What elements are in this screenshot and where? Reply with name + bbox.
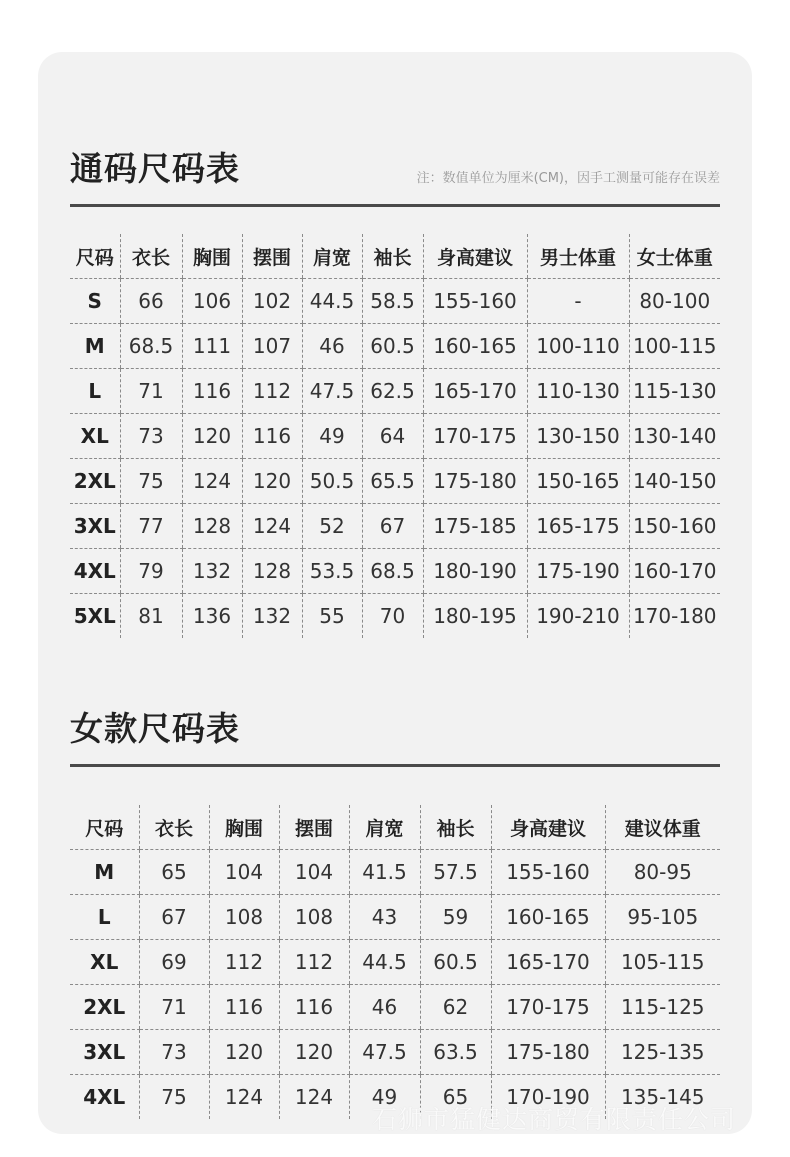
table-cell: 59 [420,895,491,940]
table-cell: 80-95 [605,850,720,895]
table-cell: 62.5 [362,369,423,414]
column-header: 袖长 [420,805,491,850]
table-cell: 73 [139,1030,209,1075]
company-watermark: 石狮市猛健达商贸有限责任公司 [372,1105,737,1134]
women-size-table [70,805,720,1119]
column-header: 衣长 [120,234,182,279]
column-header: 尺码 [70,234,120,279]
table-cell: 150-160 [629,504,720,549]
table-row [70,549,720,594]
column-header: 身高建议 [491,805,605,850]
table-cell: 165-170 [491,940,605,985]
table-row [70,1030,720,1075]
table-cell: 132 [242,594,302,639]
table-cell: 75 [120,459,182,504]
table-row [70,504,720,549]
table-cell: 49 [349,1075,420,1120]
table-cell: 165-175 [527,504,629,549]
size-label-cell: 4XL [83,1085,126,1109]
column-header: 身高建议 [423,234,527,279]
table-cell: 124 [182,459,242,504]
table-cell: 67 [362,504,423,549]
table-row [70,369,720,414]
table-cell: 65 [420,1075,491,1120]
table-cell: 75 [139,1075,209,1120]
table-cell: 81 [120,594,182,639]
table-cell: 115-125 [605,985,720,1030]
table-cell: 130-140 [629,414,720,459]
size-label-cell: M [70,324,120,369]
size-label-cell: 3XL [70,1030,139,1075]
column-header: 肩宽 [302,234,362,279]
column-header: 袖长 [362,234,423,279]
table-cell: 66 [120,279,182,324]
table-cell: 41.5 [349,850,420,895]
size-label-cell: 2XL [70,985,139,1030]
table-cell: 136 [182,594,242,639]
table-cell: 160-165 [423,324,527,369]
table-row [70,279,720,324]
table-row [70,940,720,985]
table-header-row [70,234,720,279]
table-cell: 65 [139,850,209,895]
table-cell: 116 [279,985,349,1030]
table-cell: 47.5 [349,1030,420,1075]
table-cell: 47.5 [302,369,362,414]
size-label-cell: 2XL [70,459,120,504]
column-header: 尺码 [70,805,139,850]
table-cell: 100-110 [527,324,629,369]
table-cell: 116 [209,985,279,1030]
column-header: 女士体重 [629,234,720,279]
table-cell: 60.5 [420,940,491,985]
table-row [70,985,720,1030]
table-cell: 180-190 [423,549,527,594]
table-cell: 124 [279,1075,349,1120]
table-cell: 155-160 [491,850,605,895]
unisex-section-title: 通码尺码表 [70,149,240,188]
size-label-cell: XL [70,414,120,459]
unisex-size-table [70,234,720,638]
table-cell: 112 [209,940,279,985]
table-cell: 68.5 [362,549,423,594]
table-cell: 120 [182,414,242,459]
table-cell: 132 [182,549,242,594]
table-cell: 53.5 [302,549,362,594]
table-cell: 175-180 [423,459,527,504]
table-cell: 150-165 [527,459,629,504]
table-cell: 69 [139,940,209,985]
table-cell: 55 [302,594,362,639]
table-cell: 108 [279,895,349,940]
size-label-cell: 5XL [73,604,116,628]
size-label-cell: S [70,279,120,324]
table-cell: 104 [209,850,279,895]
size-label-cell: 3XL [70,504,120,549]
column-header: 胸围 [209,805,279,850]
table-cell: 104 [279,850,349,895]
table-cell: 49 [302,414,362,459]
table-cell: 46 [302,324,362,369]
table-cell: 95-105 [605,895,720,940]
table-cell: 170-175 [491,985,605,1030]
table-cell: 70 [362,594,423,639]
size-label-cell: 4XL [70,549,120,594]
table-cell: 106 [182,279,242,324]
table-cell: - [527,279,629,324]
table-header-row [70,805,720,850]
table-cell: 80-100 [629,279,720,324]
table-cell: 100-115 [629,324,720,369]
table-cell: 135-145 [605,1075,720,1120]
column-header: 摆围 [279,805,349,850]
table-cell: 175-185 [423,504,527,549]
table-cell: 170-175 [423,414,527,459]
table-cell: 63.5 [420,1030,491,1075]
table-cell: 110-130 [527,369,629,414]
table-cell: 64 [362,414,423,459]
table-cell: 175-180 [491,1030,605,1075]
table-cell: 68.5 [120,324,182,369]
table-cell: 190-210 [527,594,629,639]
table-cell: 155-160 [423,279,527,324]
table-cell: 175-190 [527,549,629,594]
table-cell: 102 [242,279,302,324]
table-row [70,414,720,459]
table-row [70,324,720,369]
table-cell: 62 [420,985,491,1030]
table-cell: 46 [349,985,420,1030]
measurement-note: 注：数值单位为厘米(CM)，因手工测量可能存在误差 [416,171,720,186]
size-label-cell: M [70,850,139,895]
table-cell: 108 [209,895,279,940]
table-cell: 67 [139,895,209,940]
table-cell: 60.5 [362,324,423,369]
table-cell: 105-115 [605,940,720,985]
table-cell: 165-170 [423,369,527,414]
women-section-title: 女款尺码表 [70,709,240,748]
table-cell: 130-150 [527,414,629,459]
size-label-cell: XL [70,940,139,985]
table-cell: 116 [242,414,302,459]
table-cell: 44.5 [349,940,420,985]
table-cell: 77 [120,504,182,549]
table-cell: 140-150 [629,459,720,504]
table-cell: 65.5 [362,459,423,504]
column-header: 胸围 [182,234,242,279]
column-header: 建议体重 [605,805,720,850]
table-cell: 58.5 [362,279,423,324]
column-header: 摆围 [242,234,302,279]
table-cell: 170-180 [629,594,720,639]
table-cell: 71 [120,369,182,414]
table-cell: 107 [242,324,302,369]
women-section-header [70,708,720,767]
table-cell: 44.5 [302,279,362,324]
table-cell: 52 [302,504,362,549]
size-label-cell: L [70,369,120,414]
table-cell: 111 [182,324,242,369]
size-label-cell: L [70,895,139,940]
table-cell: 180-195 [423,594,527,639]
column-header: 衣长 [139,805,209,850]
table-cell: 120 [209,1030,279,1075]
table-row [70,459,720,504]
table-row [70,895,720,940]
table-cell: 73 [120,414,182,459]
table-cell: 112 [279,940,349,985]
table-cell: 128 [242,549,302,594]
unisex-size-section [70,148,720,628]
table-cell: 120 [242,459,302,504]
table-cell: 120 [279,1030,349,1075]
table-row [70,850,720,895]
table-cell: 50.5 [302,459,362,504]
table-cell: 170-190 [491,1075,605,1120]
table-cell: 124 [209,1075,279,1120]
table-cell: 43 [349,895,420,940]
table-cell: 160-170 [629,549,720,594]
table-cell: 71 [139,985,209,1030]
column-header: 男士体重 [527,234,629,279]
table-cell: 57.5 [420,850,491,895]
unisex-section-header [70,148,720,207]
table-cell: 128 [182,504,242,549]
table-cell: 112 [242,369,302,414]
table-row [70,594,720,639]
table-cell: 116 [182,369,242,414]
table-cell: 79 [120,549,182,594]
table-cell: 124 [242,504,302,549]
women-size-section [70,708,720,1109]
table-cell: 115-130 [629,369,720,414]
column-header: 肩宽 [349,805,420,850]
table-cell: 125-135 [605,1030,720,1075]
table-cell: 160-165 [491,895,605,940]
